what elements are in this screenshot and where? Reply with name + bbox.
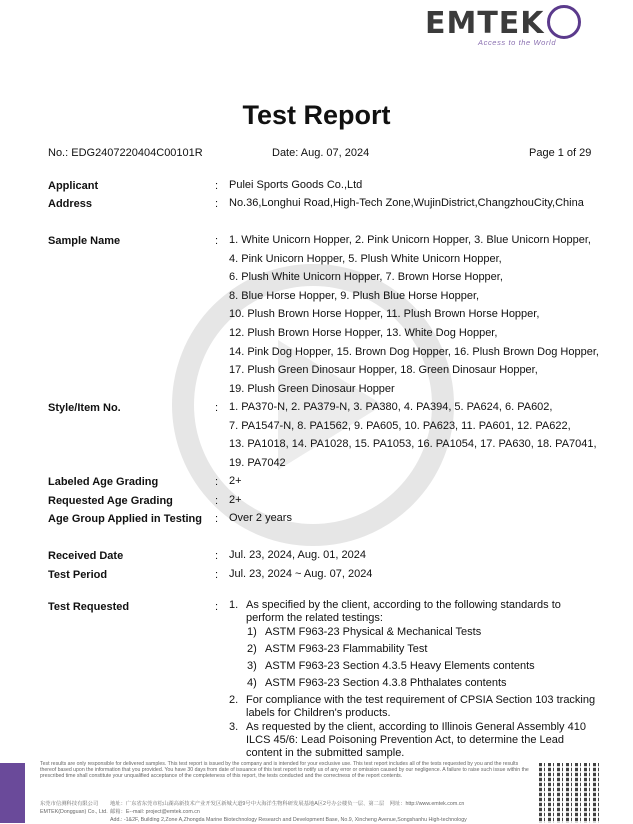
test-requested-label: Test Requested bbox=[48, 601, 130, 613]
sub-number: 4) bbox=[247, 676, 257, 689]
email: 邮箱：E--mail: project@emtek.com.cn bbox=[110, 809, 200, 815]
company-name-cn: 东莞市信测科技有限公司 bbox=[40, 801, 99, 807]
sample-line: 4. Pink Unicorn Hopper, 5. Plush White Unicorn Hopper, bbox=[229, 252, 502, 265]
page-number: Page 1 of 29 bbox=[529, 147, 592, 159]
sub-list bbox=[247, 626, 599, 690]
style-line: 1. PA370-N, 2. PA379-N, 3. PA380, 4. PA394, 5. PA624, 6. PA602, bbox=[229, 401, 553, 413]
footer-accent-bar bbox=[0, 763, 25, 823]
item-text: As requested by the client, according to Illinois General Assembly 410 ILCS 45/6: Lead Poisoning Prevention Act, to determine the Lead content in the submitted sample. bbox=[246, 721, 586, 760]
qr-code bbox=[539, 763, 599, 823]
list-item bbox=[229, 694, 599, 720]
test-period-label: Test Period bbox=[48, 569, 108, 581]
report-number: No.: EDG2407220404C00101R bbox=[48, 147, 203, 159]
footer-address bbox=[40, 800, 520, 824]
sample-line: 1. White Unicorn Hopper, 2. Pink Unicorn Hopper, 3. Blue Unicorn Hopper, bbox=[229, 234, 591, 246]
logo-check-icon bbox=[547, 5, 581, 39]
item-number: 2. bbox=[229, 693, 239, 706]
colon: : bbox=[215, 402, 219, 414]
sample-name-label: Sample Name bbox=[48, 235, 121, 247]
footer-disclaimer: Test results are only responsible for delivered samples. This test report is issued by the company and is intended for your exclusive use. This test report includes all of the tests requested by you and the results thereof based upon the information that you provided. You have 30 days from date of issuance of this test report to notify us of any error or omission caused by our negligence. A failure to raise such issue within the prescribed time shall constitute your unqualified acceptance of the completeness of this report, the tests conducted and the correctness of the report contents. bbox=[40, 761, 529, 780]
list-item bbox=[229, 721, 599, 761]
age-group-label: Age Group Applied in Testing bbox=[48, 513, 202, 525]
sub-text: ASTM F963-23 Physical & Mechanical Tests bbox=[265, 626, 482, 639]
test-period-value: Jul. 23, 2024 ~ Aug. 07, 2024 bbox=[229, 568, 373, 580]
sub-item bbox=[247, 677, 599, 690]
style-line: 13. PA1018, 14. PA1028, 15. PA1053, 16. PA1054, 17. PA630, 18. PA7041, bbox=[229, 438, 597, 451]
labeled-age-label: Labeled Age Grading bbox=[48, 476, 159, 488]
address-value: No.36,Longhui Road,High-Tech Zone,WujinDistrict,ChangzhouCity,China bbox=[229, 197, 584, 209]
sub-item bbox=[247, 626, 599, 639]
requested-age-label: Requested Age Grading bbox=[48, 495, 173, 507]
item-number: 3. bbox=[229, 721, 239, 733]
applicant-value: Pulei Sports Goods Co.,Ltd bbox=[229, 179, 363, 191]
requested-age-value: 2+ bbox=[229, 494, 242, 506]
applicant-label: Applicant bbox=[48, 180, 99, 192]
test-requested-list bbox=[229, 599, 599, 761]
colon: : bbox=[215, 198, 219, 210]
colon: : bbox=[215, 180, 219, 192]
style-item-label: Style/Item No. bbox=[48, 402, 121, 414]
colon: : bbox=[215, 569, 219, 581]
style-line: 19. PA7042 bbox=[229, 456, 286, 469]
colon: : bbox=[215, 235, 219, 247]
sample-line: 17. Plush Green Dinosaur Hopper, 18. Green Dinosaur Hopper, bbox=[229, 364, 538, 377]
colon: : bbox=[215, 601, 219, 613]
labeled-age-value: 2+ bbox=[229, 475, 242, 487]
sample-line: 12. Plush Brown Horse Hopper, 13. White Dog Hopper, bbox=[229, 326, 498, 339]
style-line: 7. PA1547-N, 8. PA1562, 9. PA605, 10. PA623, 11. PA601, 12. PA622, bbox=[229, 419, 571, 432]
item-text: For compliance with the test requirement of CPSIA Section 103 tracking labels for Children's products. bbox=[246, 693, 596, 719]
received-date-label: Received Date bbox=[48, 550, 124, 562]
item-text: As specified by the client, according to the following standards to perform the related testings: bbox=[246, 599, 561, 625]
report-title: Test Report bbox=[242, 100, 391, 130]
report-date: Date: Aug. 07, 2024 bbox=[272, 147, 370, 159]
list-item bbox=[229, 599, 599, 625]
address-cn: 地址：广东省东莞市松山湖高新技术产业开发区新城大道9号中大海洋生物科研发展基地A区2号办公楼负一层、第二层 网址：http://www.emtek.com.cn bbox=[110, 801, 465, 807]
received-date-value: Jul. 23, 2024, Aug. 01, 2024 bbox=[229, 549, 367, 561]
sub-text: ASTM F963-23 Section 4.3.8 Phthalates contents bbox=[265, 676, 507, 689]
company-logo: EMTEK bbox=[425, 6, 581, 42]
logo-tagline: Access to the World bbox=[478, 38, 557, 47]
sample-line: 8. Blue Horse Hopper, 9. Plush Blue Horse Hopper, bbox=[229, 289, 480, 302]
address-label: Address bbox=[48, 198, 93, 210]
sub-item bbox=[247, 643, 599, 656]
colon: : bbox=[215, 513, 219, 525]
colon: : bbox=[215, 550, 219, 562]
sample-name-value bbox=[229, 231, 599, 398]
company-name-en: EMTEK(Dongguan) Co., Ltd. bbox=[40, 809, 108, 815]
sub-text: ASTM F963-23 Flammability Test bbox=[265, 643, 428, 656]
sub-number: 2) bbox=[247, 643, 257, 656]
colon: : bbox=[215, 495, 219, 507]
style-item-value bbox=[229, 398, 597, 472]
item-number: 1. bbox=[229, 599, 239, 611]
sub-number: 3) bbox=[247, 660, 257, 672]
sub-text: ASTM F963-23 Section 4.3.5 Heavy Elements contents bbox=[265, 660, 535, 672]
sub-item bbox=[247, 660, 599, 673]
sample-line: 10. Plush Brown Horse Hopper, 11. Plush Brown Horse Hopper, bbox=[229, 308, 540, 321]
sample-line: 6. Plush White Unicorn Hopper, 7. Brown Horse Hopper, bbox=[229, 271, 503, 284]
age-group-value: Over 2 years bbox=[229, 512, 292, 524]
sample-line: 19. Plush Green Dinosaur Hopper bbox=[229, 382, 395, 395]
address-en: Add.: -1&2F, Building 2,Zone A,Zhongda Marine Biotechnology Research and Development Base, No.9, Xincheng Avenue,Songshanhu High-technology bbox=[110, 817, 467, 823]
sample-line: 14. Pink Dog Hopper, 15. Brown Dog Hopper, 16. Plush Brown Dog Hopper, bbox=[229, 345, 599, 358]
sub-number: 1) bbox=[247, 626, 257, 639]
colon: : bbox=[215, 476, 219, 488]
